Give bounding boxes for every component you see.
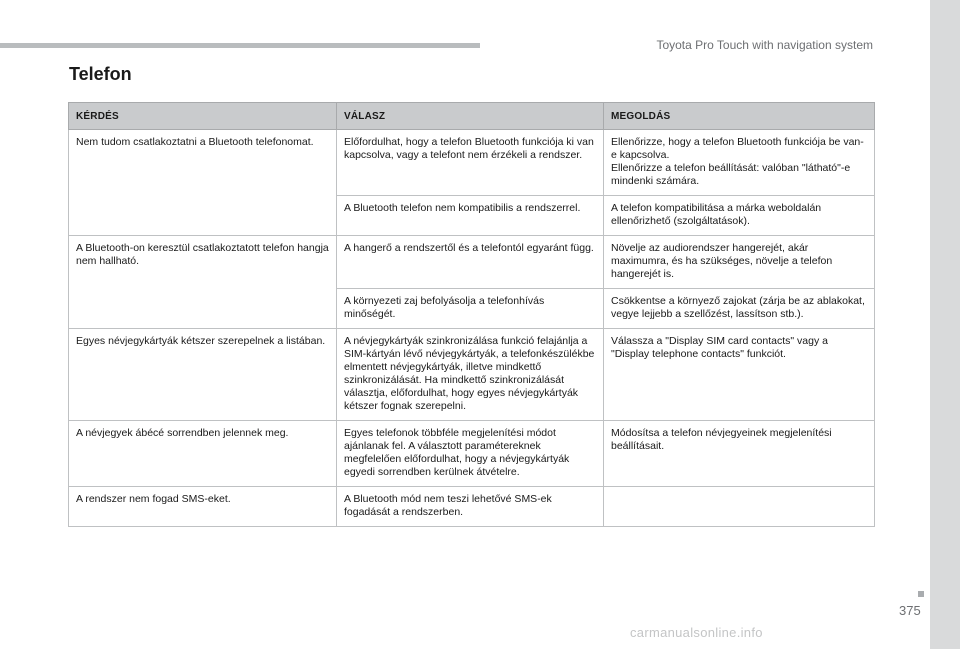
question-cell: Nem tudom csatlakoztatni a Bluetooth telefonomat. bbox=[69, 130, 337, 236]
question-cell: A Bluetooth-on keresztül csatlakoztatott telefon hangja nem hallható. bbox=[69, 236, 337, 329]
answer-cell: Egyes telefonok többféle megjelenítési módot ajánlanak fel. A választott paramétereknek megfelelően előfordulhat, hogy a névjegykártyák egyedi sorrendben kerülnek átvételre. bbox=[337, 421, 604, 487]
solution-cell: Növelje az audiorendszer hangerejét, akár maximumra, és ha szükséges, növelje a telefon hangerejét is. bbox=[604, 236, 875, 289]
answer-cell: Előfordulhat, hogy a telefon Bluetooth funkciója ki van kapcsolva, vagy a telefont nem érzékeli a rendszer. bbox=[337, 130, 604, 196]
table-row bbox=[69, 421, 875, 487]
solution-cell: Válassza a "Display SIM card contacts" vagy a "Display telephone contacts" funkciót. bbox=[604, 329, 875, 421]
page-edge-band bbox=[930, 0, 960, 649]
watermark-text: carmanualsonline.info bbox=[630, 625, 763, 640]
table-row bbox=[69, 329, 875, 421]
column-header-question: KÉRDÉS bbox=[69, 103, 337, 130]
answer-cell: A környezeti zaj befolyásolja a telefonhívás minőségét. bbox=[337, 289, 604, 329]
column-header-answer: VÁLASZ bbox=[337, 103, 604, 130]
question-cell: A névjegyek ábécé sorrendben jelennek meg. bbox=[69, 421, 337, 487]
answer-cell: A Bluetooth mód nem teszi lehetővé SMS-ek fogadását a rendszerben. bbox=[337, 487, 604, 527]
solution-cell: Módosítsa a telefon névjegyeinek megjelenítési beállításait. bbox=[604, 421, 875, 487]
table-row bbox=[69, 236, 875, 289]
table-row bbox=[69, 487, 875, 527]
question-cell: Egyes névjegykártyák kétszer szerepelnek a listában. bbox=[69, 329, 337, 421]
page-title: Telefon bbox=[69, 64, 132, 84]
answer-cell: A névjegykártyák szinkronizálása funkció felajánlja a SIM-kártyán lévő névjegykártyák, a telefonkészülékbe elmentett névjegykártyák, illetve mindkettő szinkronizálását. Ha mindkettő szinkronizálását választja, előfordulhat, hogy egyes névjegykártyák kétszer fognak szerepelni. bbox=[337, 329, 604, 421]
solution-cell: Csökkentse a környező zajokat (zárja be az ablakokat, vegye lejjebb a szellőzést, lassítson stb.). bbox=[604, 289, 875, 329]
solution-cell: A telefon kompatibilitása a márka weboldalán ellenőrizhető (szolgáltatások). bbox=[604, 196, 875, 236]
solution-cell: Ellenőrizze, hogy a telefon Bluetooth funkciója be van-e kapcsolva. Ellenőrizze a telefon beállítását: valóban "látható"-e mindenki számára. bbox=[604, 130, 875, 196]
page-number: 375 bbox=[899, 603, 921, 618]
question-cell: A rendszer nem fogad SMS-eket. bbox=[69, 487, 337, 527]
table-row bbox=[69, 130, 875, 196]
manual-header-title: Toyota Pro Touch with navigation system bbox=[656, 38, 873, 52]
column-header-solution: MEGOLDÁS bbox=[604, 103, 875, 130]
table-header-row bbox=[69, 103, 875, 130]
answer-cell: A Bluetooth telefon nem kompatibilis a rendszerrel. bbox=[337, 196, 604, 236]
page-marker bbox=[918, 591, 924, 597]
header-rule bbox=[0, 43, 480, 48]
answer-cell: A hangerő a rendszertől és a telefontól egyaránt függ. bbox=[337, 236, 604, 289]
troubleshooting-table bbox=[68, 102, 875, 527]
solution-cell bbox=[604, 487, 875, 527]
